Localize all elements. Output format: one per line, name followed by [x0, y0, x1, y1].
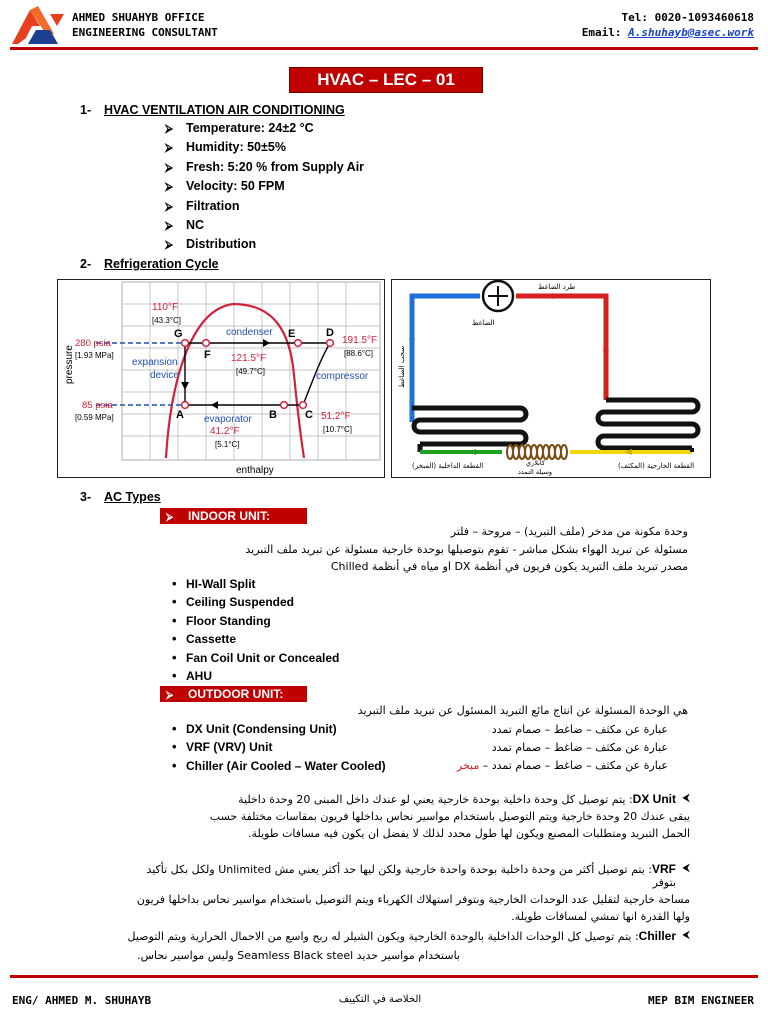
list-item: ⮚ Velocity: 50 FPM	[165, 179, 285, 194]
arrow-bullet-icon: ⮚	[165, 161, 173, 174]
ph-label-059mpa: [0.59 MPa]	[75, 413, 114, 422]
arrow-bullet-icon: ⮚	[165, 239, 173, 252]
cycle-label-outdoor: القطعة الخارجية (المكثف)	[618, 462, 695, 470]
ph-label-41c: [5.1°C]	[215, 440, 240, 449]
company-name	[72, 10, 218, 40]
indoor-unit-list	[186, 577, 339, 687]
note-dx: ⮜ DX Unit: يتم توصيل كل وحدة داخلية بوحدة خارجية يعني لو عندك داخل المبنى 20 وحدة داخلية يبقى عندك 20 وحدة خارجية ويتم التوصيل باستخدام مواسير نحاس بداخلها فريون بمقاسات مختلفة حسب الحمل التبريد ومتطلبات المصنع ويكون لها طول محدد لذلك لا يفضل ان يكون فيه مسافات طويلة.	[209, 792, 690, 840]
note-chiller-key: Chiller	[638, 929, 676, 943]
tel-value: 0020-1093460618	[654, 11, 754, 24]
indoor-desc-2: مسئولة عن تبريد الهواء بشكل مباشر - تقوم بتوصيلها بوحدة خارجية مسئولة عن تبريد ملف التبريد	[245, 543, 688, 556]
note-chiller: ⮜ Chiller: يتم توصيل كل الوحدات الداخلية بالوحدة الخارجية ويكون الشيلر له ربح واسع من الاحمال الحرارية ويتم التوصيل باستخدام مواسير حديد Seamless Black steel وليس مواسير نحاس.	[127, 929, 690, 962]
indoor-unit-title: INDOOR UNIT:	[188, 509, 270, 523]
ph-label-condenser: condenser	[226, 327, 273, 338]
outdoor-components-3: عبارة عن مكثف – ضاغط – صمام تمدد – مبخر	[456, 759, 668, 772]
outdoor-unit-title: OUTDOOR UNIT:	[188, 687, 284, 701]
list-item: • VRF (VRV) Unit	[186, 740, 386, 758]
ph-label-191f: 191.5°F	[342, 335, 378, 346]
ph-label-121c: [49.7°C]	[236, 367, 265, 376]
list-item: • AHU	[186, 669, 339, 687]
ph-x-axis-label: enthalpy	[236, 465, 274, 476]
tel-label: Tel:	[621, 11, 649, 24]
list-item: • Ceiling Suspended	[186, 595, 339, 613]
footer-author: ENG/ AHMED M. SHUHAYB	[12, 994, 152, 1007]
ph-point-g: G	[174, 328, 183, 340]
compressor-icon	[483, 281, 513, 311]
section-1-number: 1-	[80, 103, 92, 117]
ph-label-evaporator: evaporator	[204, 414, 252, 425]
note-vrf: ⮜ VRF: يتم توصيل أكثر من وحدة داخلية بوحدة واحدة خارجية ولكن ليها حد أكثر يعني مش Unlimited ولكل بكل تأكيد بتوفر مساحة خارجية لتقليل عدد الوحدات الخارجية وبتوفر استهلاك الكهرباء ويتم التوصيل باستخدام مواسير نحاس بداخلها فريون ولها القدرة انها تمشي لمسافات طويلة.	[136, 862, 690, 923]
note-vrf-key: VRF	[652, 862, 676, 876]
section-3-heading	[80, 490, 161, 504]
footer-center: الخلاصة في التكييف	[338, 994, 422, 1005]
ph-point-c: C	[305, 409, 313, 421]
company-logo	[10, 4, 66, 46]
ph-point-f: F	[204, 349, 211, 361]
ph-label-85psia: 85 psia	[82, 400, 113, 411]
arrow-bullet-icon: ⮚	[165, 123, 173, 135]
indoor-desc-3: مصدر تبريد ملف التبريد يكون فريون في أنظمة DX او مياه في أنظمة Chilled	[330, 560, 688, 573]
refrigeration-circuit-diagram	[391, 279, 711, 478]
outdoor-desc: هي الوحدة المسئولة عن انتاج مائع التبريد المسئول عن تبريد ملف التبريد	[357, 704, 688, 717]
list-item: • Floor Standing	[186, 614, 339, 632]
arrow-bullet-icon: ⮚	[166, 690, 174, 701]
ph-label-193mpa: [1.93 MPa]	[75, 351, 114, 360]
outdoor-components-1: عبارة عن مكثف – ضاغط – صمام تمدد	[491, 723, 668, 736]
arrow-bullet-icon: ⮚	[165, 181, 173, 194]
outdoor-components-2: عبارة عن مكثف – ضاغط – صمام تمدد	[491, 741, 668, 754]
email-link[interactable]: A.shuhayb@asec.work	[628, 26, 754, 39]
ph-point-d: D	[326, 327, 334, 339]
section-1-heading	[80, 103, 345, 117]
arrow-bullet-icon: ⮜	[682, 929, 690, 941]
office-role: ENGINEERING CONSULTANT	[72, 26, 218, 39]
office-name: AHMED SHUAHYB OFFICE	[72, 11, 205, 24]
footer-rule	[10, 975, 758, 978]
ph-label-device: device	[150, 370, 179, 381]
section-2-heading	[80, 257, 219, 271]
cycle-label-indoor: القطعة الداخلية (المبخر)	[412, 462, 484, 470]
list-item: ⮚ NC	[165, 217, 205, 232]
section-1-list	[165, 121, 364, 257]
indoor-desc-1: وحدة مكونة من مدخر (ملف التبريد) – مروحة – فلتر	[450, 525, 688, 538]
ph-point-e: E	[288, 328, 296, 340]
list-item: ⮚ Temperature: 24±2 °C	[165, 121, 314, 135]
list-item: ⮚ Humidity: 50±5%	[165, 140, 286, 155]
list-item: ⮚ Distribution	[165, 237, 257, 252]
ph-label-51f: 51.2°F	[321, 411, 351, 422]
indoor-unit-bar	[160, 508, 307, 524]
note-dx-key: DX Unit	[632, 792, 676, 806]
footer-title: MEP BIM ENGINEER	[648, 994, 754, 1007]
cycle-label-discharge: طرد الضاغط	[538, 283, 576, 291]
list-item: • Cassette	[186, 632, 339, 650]
arrow-bullet-icon: ⮚	[165, 142, 173, 155]
list-item: • HI-Wall Split	[186, 577, 339, 595]
cycle-label-suction: سحب الضاغط	[398, 345, 406, 388]
section-3-number: 3-	[80, 490, 92, 504]
section-2-label: Refrigeration Cycle	[104, 257, 219, 271]
ph-label-51c: [10.7°C]	[323, 425, 352, 434]
ph-label-110f: 110°F	[152, 302, 179, 313]
page-title: HVAC – LEC – 01	[289, 67, 483, 93]
section-3-label: AC Types	[104, 490, 161, 504]
ph-label-280psia: 280 psia	[75, 338, 111, 349]
ph-y-axis-label: pressure	[64, 345, 75, 384]
email-label: Email:	[581, 26, 622, 39]
evaporator-highlight: مبخر	[456, 759, 480, 772]
ph-label-121f: 121.5°F	[231, 353, 267, 364]
arrow-bullet-icon: ⮜	[682, 862, 690, 874]
ph-label-compressor: compressor	[316, 371, 369, 382]
header-rule	[10, 47, 758, 50]
ph-point-b: B	[269, 409, 277, 421]
cycle-label-capillary: كابلاري	[526, 459, 545, 467]
cycle-label-expansion: وسيلة التمدد	[518, 468, 553, 476]
contact-info	[582, 10, 754, 40]
outdoor-unit-list	[186, 722, 386, 777]
list-item: • DX Unit (Condensing Unit)	[186, 722, 386, 740]
ph-label-110c: [43.3°C]	[152, 316, 181, 325]
ph-point-a: A	[176, 409, 184, 421]
arrow-bullet-icon: ⮚	[165, 219, 173, 232]
cycle-label-compressor: الضاغط	[472, 319, 495, 327]
ph-label-41f: 41.2°F	[210, 426, 240, 437]
list-item: • Chiller (Air Cooled – Water Cooled)	[186, 759, 386, 777]
list-item: ⮚ Filtration	[165, 198, 240, 213]
outdoor-unit-bar	[160, 686, 307, 702]
list-item: ⮚ Fresh: 5:20 % from Supply Air	[165, 159, 365, 174]
arrow-bullet-icon: ⮚	[165, 200, 173, 213]
arrow-bullet-icon: ⮚	[166, 512, 174, 523]
section-2-number: 2-	[80, 257, 92, 271]
list-item: • Fan Coil Unit or Concealed	[186, 651, 339, 669]
ph-label-191c: [88.6°C]	[344, 349, 373, 358]
section-1-label: HVAC VENTILATION AIR CONDITIONING	[104, 103, 345, 117]
arrow-bullet-icon: ⮜	[682, 792, 690, 804]
pressure-enthalpy-diagram	[57, 279, 385, 478]
ph-label-expansion: expansion	[132, 357, 178, 368]
